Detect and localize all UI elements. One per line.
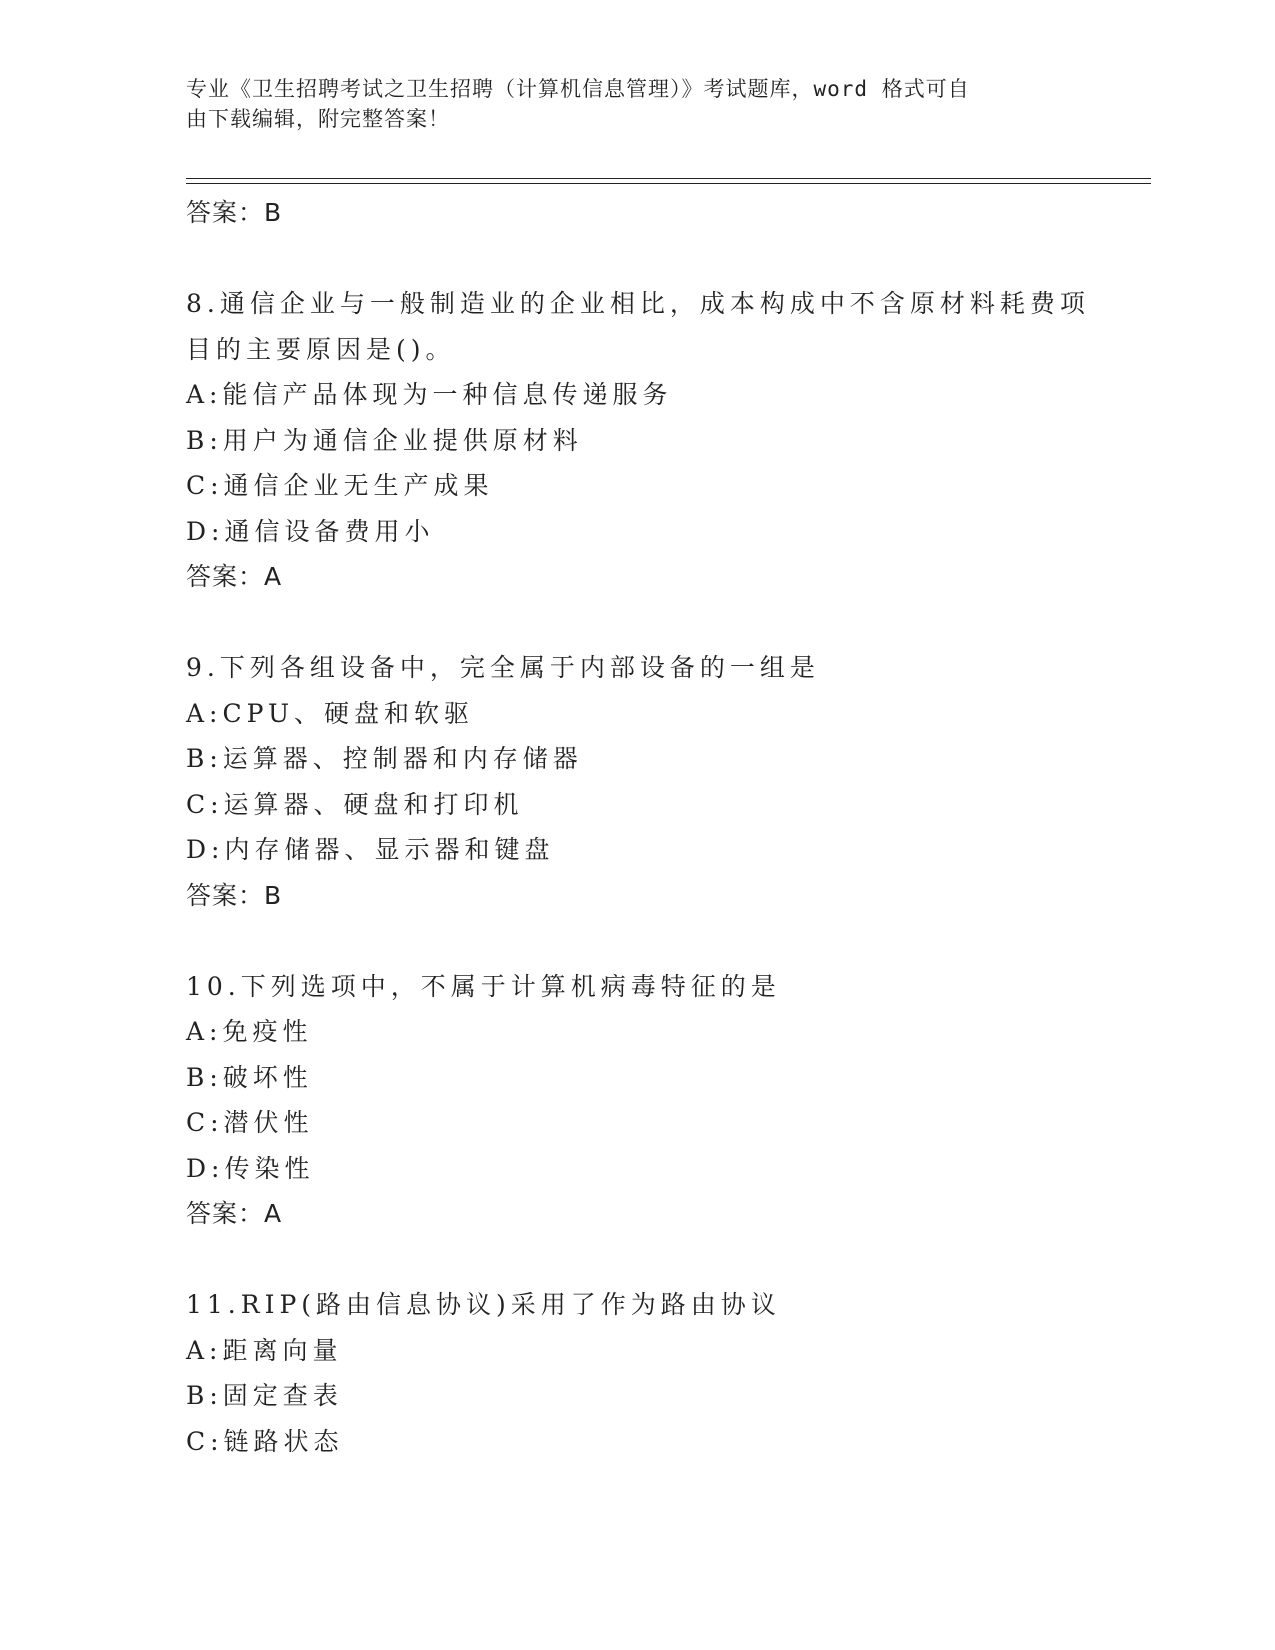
header-line-2: 由下载编辑，附完整答案！ <box>186 107 450 131</box>
option-a: A:CPU、硬盘和软驱 <box>186 698 475 728</box>
answer-line: 答案：B <box>186 198 283 227</box>
option-b: B:用户为通信企业提供原材料 <box>186 425 583 455</box>
option-c: C:运算器、硬盘和打印机 <box>186 789 524 819</box>
option-a: A:距离向量 <box>186 1335 343 1365</box>
option-c: C:通信企业无生产成果 <box>186 471 494 500</box>
header-divider-top <box>186 178 1151 179</box>
option-c: C:潜伏性 <box>186 1108 314 1137</box>
option-a: A:能信产品体现为一种信息传递服务 <box>186 380 673 409</box>
option-c: C:链路状态 <box>186 1426 344 1456</box>
option-d: D:通信设备费用小 <box>186 516 435 546</box>
option-d: D:传染性 <box>186 1153 315 1183</box>
question-10 <box>186 964 1086 1237</box>
option-b: B:固定查表 <box>186 1381 343 1410</box>
option-d: D:内存储器、显示器和键盘 <box>186 835 555 864</box>
option-b: B:破坏性 <box>186 1062 313 1092</box>
document-header <box>186 74 1066 134</box>
option-a: A:免疫性 <box>186 1017 313 1046</box>
question-stem-cont: 目的主要原因是()。 <box>186 334 456 364</box>
question-8 <box>186 281 1090 600</box>
answer-line: 答案：A <box>186 562 283 591</box>
option-b: B:运算器、控制器和内存储器 <box>186 744 583 773</box>
question-11 <box>186 1282 1086 1464</box>
question-list <box>186 190 1090 1464</box>
header-line-1: 专业《卫生招聘考试之卫生招聘（计算机信息管理）》考试题库，word 格式可自 <box>186 77 970 101</box>
answer-line: 答案：B <box>186 880 283 910</box>
question-stem: 8.通信企业与一般制造业的企业相比，成本构成中不含原材料耗费项 <box>186 289 1090 318</box>
question-9 <box>186 645 1086 918</box>
question-stem: 10.下列选项中，不属于计算机病毒特征的是 <box>186 971 781 1001</box>
question-stem: 11.RIP(路由信息协议)采用了作为路由协议 <box>186 1290 781 1319</box>
header-divider-bottom <box>186 183 1151 184</box>
answer-line: 答案：A <box>186 1199 283 1228</box>
question-stem: 9.下列各组设备中，完全属于内部设备的一组是 <box>186 653 820 682</box>
